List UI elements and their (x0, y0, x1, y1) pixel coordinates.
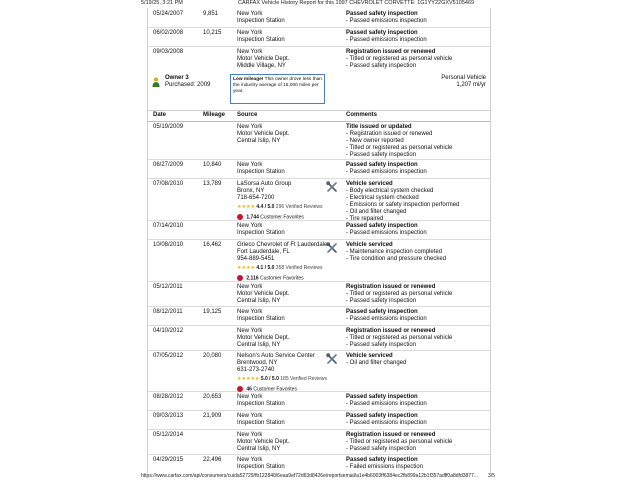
favorites-label: Customer Favorites (260, 214, 304, 221)
comment-line: - Titled or registered as personal vehicle (346, 291, 453, 297)
star-rating-icon: ★★★★★ (237, 376, 260, 382)
record-comments (346, 309, 486, 323)
comment-title: Passed safety inspection (346, 223, 418, 229)
owner-summary (148, 72, 490, 111)
source-line: Motor Vehicle Dept. (237, 291, 290, 297)
service-icon-cell (326, 242, 344, 257)
comment-line: - Passed safety inspection (346, 446, 417, 452)
record-mileage: 22,496 (203, 457, 222, 463)
print-url: https://www.carfax.com/api/consumers/cuida52729/fb122840/6eaa9ef72d63d8426e/reportsemail/a1e4b6003ff6384ec2fb899a12b1f357adff0a8dfd3877... (141, 473, 479, 479)
record-source (237, 124, 325, 145)
history-row (148, 325, 490, 351)
history-row (148, 220, 490, 240)
print-header (0, 0, 640, 8)
service-icon-cell (326, 353, 344, 368)
col-mileage: Mileage (203, 112, 226, 118)
record-date: 05/12/2011 (153, 284, 183, 290)
star-rating-icon: ★★★★ (237, 204, 255, 210)
comment-title: Registration issued or renewed (346, 284, 436, 290)
comment-line: - Passed safety inspection (346, 152, 417, 158)
history-row (148, 391, 490, 411)
comment-line: - Passed safety inspection (346, 298, 417, 304)
record-source (237, 223, 325, 237)
comment-line: - Tire repaired (346, 216, 384, 222)
comment-line: - Oil and filter changed (346, 360, 407, 366)
favorites-count: 1,744 (246, 214, 259, 221)
history-row (148, 27, 490, 47)
comment-line: - Passed emissions inspection (346, 169, 427, 175)
history-row (148, 178, 490, 221)
record-source (237, 284, 325, 305)
history-row (148, 350, 490, 392)
dealer-rating (237, 376, 325, 383)
comment-title: Passed safety inspection (346, 162, 418, 168)
record-comments (346, 162, 486, 176)
owner-purchased: Purchased: 2009 (165, 82, 211, 88)
source-line: New York (237, 30, 263, 36)
source-line: Motor Vehicle Dept. (237, 131, 290, 137)
comment-title: Passed safety inspection (346, 309, 418, 315)
dealer-rating (237, 265, 325, 272)
person-icon (152, 77, 160, 87)
history-row (148, 239, 490, 282)
comment-line: - Passed emissions inspection (346, 18, 427, 24)
review-count: 296 Verified Reviews (275, 204, 323, 210)
comment-line: - Oil and filter changed (346, 209, 407, 215)
record-date: 07/08/2010 (153, 181, 184, 187)
favorites-count: 2,116 (246, 275, 259, 282)
comment-line: - Passed safety inspection (346, 342, 417, 348)
comment-line: - Failed emissions inspection (346, 464, 424, 470)
dealer-rating (237, 204, 325, 211)
record-source (237, 181, 325, 221)
col-comments: Comments (346, 112, 378, 118)
rating-value: 4.1 / 5.0 (256, 265, 275, 271)
favorites-label: Customer Favorites (253, 386, 297, 393)
review-count: 358 Verified Reviews (275, 265, 323, 271)
star-rating-icon: ★★★★ (237, 265, 255, 271)
history-row (148, 410, 490, 430)
record-comments (346, 432, 486, 453)
comment-line: - Maintenance inspection completed (346, 249, 443, 255)
source-line: New York (237, 162, 263, 168)
history-row (148, 429, 490, 455)
record-comments (346, 242, 486, 263)
history-row (148, 159, 490, 179)
record-mileage: 20,080 (203, 353, 222, 359)
record-date: 04/29/2015 (153, 457, 184, 463)
record-comments (346, 413, 486, 427)
source-line: Motor Vehicle Dept. (237, 56, 290, 62)
history-row (148, 46, 490, 73)
source-line: Inspection Station (237, 37, 285, 43)
source-line: Central Islip, NY (237, 298, 281, 304)
source-line: Motor Vehicle Dept. (237, 335, 290, 341)
record-comments (346, 181, 486, 223)
source-line: Brentwood, NY (237, 360, 278, 366)
owner-usage (441, 75, 486, 89)
source-line: New York (237, 394, 263, 400)
rating-value: 5.0 / 5.0 (260, 376, 279, 382)
record-source (237, 328, 325, 349)
page-number: 3/5 (488, 473, 495, 479)
source-line: Inspection Station (237, 464, 285, 470)
comment-title: Registration issued or renewed (346, 328, 436, 334)
source-line: New York (237, 49, 263, 55)
record-date: 09/03/2013 (153, 413, 184, 419)
comment-line: - Tire condition and pressure checked (346, 256, 447, 262)
record-source (237, 30, 325, 44)
source-line: New York (237, 223, 263, 229)
source-line: Inspection Station (237, 401, 285, 407)
wrench-screwdriver-icon (326, 181, 338, 193)
record-date: 07/05/2012 (153, 353, 184, 359)
history-row (148, 306, 490, 326)
source-line: New York (237, 413, 263, 419)
record-mileage: 13,789 (203, 181, 222, 187)
comment-line: - New owner reported (346, 138, 404, 144)
source-line: LaSorsa Auto Group (237, 181, 292, 187)
comment-line: - Titled or registered as personal vehicle (346, 335, 453, 341)
comment-line: - Passed emissions inspection (346, 420, 427, 426)
comment-line: - Emissions or safety inspection performed (346, 202, 460, 208)
comment-line: - Passed emissions inspection (346, 316, 427, 322)
low-mileage-title: Low mileage! (233, 77, 264, 82)
history-report (147, 8, 491, 473)
print-title: CARFAX Vehicle History Report for this 1997 CHEVROLET CORVETTE: 1G1YY22GXV5105469 (238, 0, 475, 6)
source-line: Nelson's Auto Service Center (237, 353, 315, 359)
record-mileage: 16,462 (203, 242, 222, 248)
service-icon-cell (326, 181, 344, 196)
record-mileage: 20,653 (203, 394, 222, 400)
source-line: Central Islip, NY (237, 342, 281, 348)
record-comments (346, 30, 486, 44)
low-mileage-note (230, 74, 325, 104)
comment-title: Passed safety inspection (346, 413, 418, 419)
source-line: Middle Village, NY (237, 63, 286, 69)
comment-line: - Titled or registered as personal vehicle (346, 439, 453, 445)
review-count: 185 Verified Reviews (280, 376, 327, 382)
print-footer (0, 473, 640, 480)
record-date: 10/08/2010 (153, 242, 184, 248)
source-line: New York (237, 309, 263, 315)
record-source (237, 309, 325, 323)
record-date: 09/03/2008 (153, 49, 184, 55)
source-line: Fort Lauderdale, FL (237, 249, 290, 255)
col-date: Date (153, 112, 167, 118)
record-source (237, 353, 325, 393)
record-date: 05/12/2014 (153, 432, 184, 438)
comment-line: - Passed emissions inspection (346, 230, 427, 236)
record-comments (346, 394, 486, 408)
source-line: Grieco Chevrolet of Ft Lauderdale (237, 242, 328, 248)
history-row (148, 8, 490, 28)
comment-title: Title issued or updated (346, 124, 412, 130)
comment-line: - Passed emissions inspection (346, 401, 427, 407)
record-date: 07/14/2010 (153, 223, 184, 229)
source-line: 954-889-5451 (237, 256, 275, 262)
comment-title: Passed safety inspection (346, 11, 418, 17)
comment-title: Passed safety inspection (346, 30, 418, 36)
source-line: Inspection Station (237, 230, 285, 236)
record-comments (346, 328, 486, 349)
source-line: Inspection Station (237, 18, 285, 24)
comment-line: - Electrical system checked (346, 195, 419, 201)
wrench-screwdriver-icon (326, 353, 338, 365)
record-comments (346, 11, 486, 25)
record-date: 04/10/2012 (153, 328, 184, 334)
record-source (237, 394, 325, 408)
comment-title: Vehicle serviced (346, 181, 393, 187)
low-mileage-text: This owner drove less than the industry average of 15,000 miles per year. (233, 77, 322, 94)
source-line: New York (237, 124, 263, 130)
record-source (237, 242, 328, 282)
comment-line: - Titled or registered as personal vehicle (346, 145, 453, 151)
source-line: 631-273-2740 (237, 367, 275, 373)
comment-line: - Body electrical system checked (346, 188, 434, 194)
record-comments (346, 124, 486, 159)
record-source (237, 457, 325, 471)
source-line: Motor Vehicle Dept. (237, 439, 290, 445)
owner-miles-per-year: 1,207 mi/yr (456, 82, 486, 88)
history-row (148, 121, 490, 160)
record-comments (346, 223, 486, 237)
owner-label: Owner 3 (165, 75, 189, 81)
record-mileage: 10,840 (203, 162, 222, 168)
record-mileage: 19,125 (203, 309, 222, 315)
comment-title: Vehicle serviced (346, 242, 393, 248)
source-line: Bronx, NY (237, 188, 265, 194)
history-row (148, 281, 490, 307)
source-line: 718-654-7200 (237, 195, 275, 201)
record-source (237, 432, 325, 453)
record-comments (346, 284, 486, 305)
print-timestamp: 5/19/25, 3:21 PM (141, 0, 183, 6)
col-source: Source (237, 112, 258, 118)
record-date: 08/12/2011 (153, 309, 183, 315)
record-mileage: 21,909 (203, 413, 222, 419)
record-source (237, 413, 325, 427)
source-line: Inspection Station (237, 420, 285, 426)
owner-vehicle-type: Personal Vehicle (441, 75, 486, 81)
comment-line: - Passed safety inspection (346, 63, 417, 69)
history-row (148, 454, 490, 473)
source-line: New York (237, 432, 263, 438)
rating-value: 4.4 / 5.0 (256, 204, 275, 210)
comment-title: Passed safety inspection (346, 457, 418, 463)
source-line: New York (237, 457, 263, 463)
comment-title: Registration issued or renewed (346, 432, 436, 438)
record-date: 06/02/2008 (153, 30, 184, 36)
record-source (237, 49, 325, 70)
source-line: New York (237, 284, 263, 290)
record-source (237, 162, 325, 176)
source-line: Inspection Station (237, 316, 285, 322)
favorites-label: Customer Favorites (260, 275, 304, 282)
comment-line: - Titled or registered as personal vehicle (346, 56, 453, 62)
comment-title: Registration issued or renewed (346, 49, 436, 55)
record-date: 08/28/2012 (153, 394, 184, 400)
source-line: Central Islip, NY (237, 446, 281, 452)
comment-line: - Registration issued or renewed (346, 131, 433, 137)
record-comments (346, 49, 486, 70)
record-source (237, 11, 325, 25)
comment-title: Passed safety inspection (346, 394, 418, 400)
record-mileage: 9,851 (203, 11, 219, 17)
comment-line: - Passed emissions inspection (346, 37, 427, 43)
record-date: 05/19/2009 (153, 124, 184, 130)
record-mileage: 10,215 (203, 30, 222, 36)
favorites-count: 46 (246, 386, 252, 393)
wrench-screwdriver-icon (326, 242, 338, 254)
source-line: New York (237, 11, 263, 17)
source-line: New York (237, 328, 263, 334)
record-comments (346, 457, 486, 471)
comment-title: Vehicle serviced (346, 353, 393, 359)
record-comments (346, 353, 486, 367)
source-line: Central Islip, NY (237, 138, 281, 144)
record-date: 06/27/2009 (153, 162, 184, 168)
record-date: 05/24/2007 (153, 11, 184, 17)
source-line: Inspection Station (237, 169, 285, 175)
